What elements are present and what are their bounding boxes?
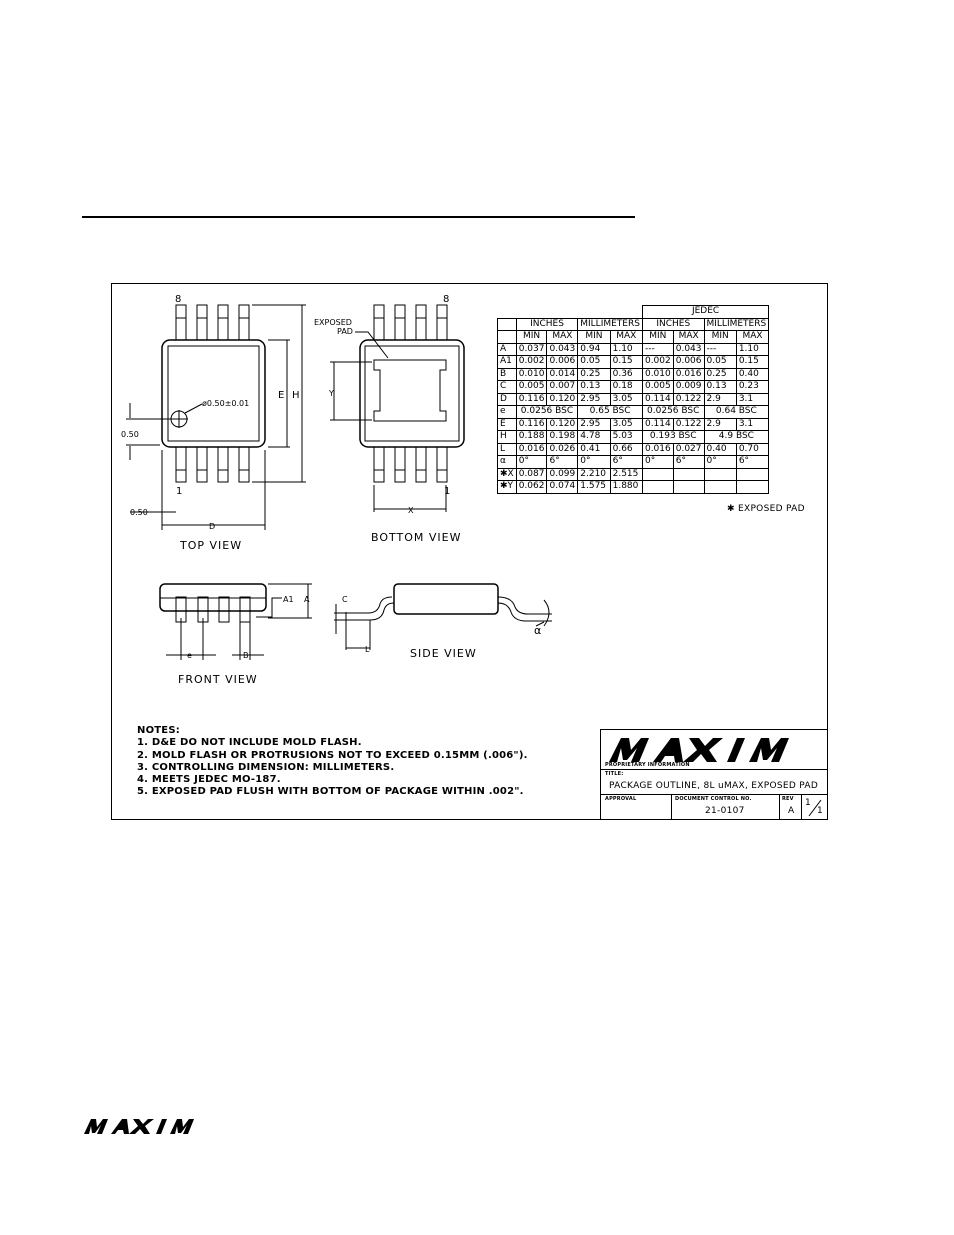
row-symbol: ✱X xyxy=(498,468,517,481)
top-view-dim-e: E xyxy=(278,390,285,401)
bottom-view-pin1: 1 xyxy=(444,486,451,497)
table-cell: 0.05 xyxy=(578,356,610,369)
table-cell xyxy=(704,468,736,481)
table-cell: 0.016 xyxy=(642,443,673,456)
table-cell: 0.002 xyxy=(516,356,547,369)
table-row xyxy=(498,356,769,369)
table-cell: 0° xyxy=(578,456,610,469)
table-cell: 0.087 xyxy=(516,468,547,481)
row-symbol: D xyxy=(498,393,517,406)
table-cell: 0.94 xyxy=(578,343,610,356)
document-title: PACKAGE OUTLINE, 8L uMAX, EXPOSED PAD xyxy=(609,781,819,791)
table-cell: 0.037 xyxy=(516,343,547,356)
table-cell: 0.002 xyxy=(642,356,673,369)
table-cell: 6° xyxy=(736,456,768,469)
table-cell: 0.014 xyxy=(547,368,578,381)
table-cell: 0.043 xyxy=(673,343,704,356)
table-cell: 0.23 xyxy=(736,381,768,394)
table-cell: 0.005 xyxy=(642,381,673,394)
notes-block xyxy=(137,725,528,799)
rev-label: REV xyxy=(782,796,794,802)
table-cell: 0.043 xyxy=(547,343,578,356)
side-view-dim-alpha: α xyxy=(534,624,542,637)
table-cell: 0° xyxy=(642,456,673,469)
top-view-dim-h: H xyxy=(292,390,300,401)
table-cell: 0.062 xyxy=(516,481,547,494)
table-cell: 0.122 xyxy=(673,393,704,406)
front-view-dim-e: e xyxy=(187,651,192,660)
table-cell xyxy=(736,481,768,494)
table-cell: 0.25 xyxy=(704,368,736,381)
table-group-header-row xyxy=(498,318,769,331)
table-cell: 1.10 xyxy=(736,343,768,356)
exposed-pad-label-1: EXPOSED xyxy=(314,318,352,327)
top-view-dim-d: D xyxy=(209,522,216,531)
table-cell: 2.210 xyxy=(578,468,610,481)
table-cell: 3.1 xyxy=(736,418,768,431)
table-cell: 0.25 xyxy=(578,368,610,381)
table-cell: 0.006 xyxy=(673,356,704,369)
table-cell: 4.78 xyxy=(578,431,610,444)
table-cell: 0.198 xyxy=(547,431,578,444)
table-cell: 0.70 xyxy=(736,443,768,456)
table-cell: 0.188 xyxy=(516,431,547,444)
row-symbol: B xyxy=(498,368,517,381)
table-cell: 0° xyxy=(704,456,736,469)
sub-header: MIN xyxy=(704,331,736,344)
table-cell: 4.9 BSC xyxy=(704,431,769,444)
table-cell: 0.120 xyxy=(547,393,578,406)
table-cell: 0.15 xyxy=(736,356,768,369)
title-label: TITLE: xyxy=(605,771,624,777)
table-cell: 0.114 xyxy=(642,393,673,406)
table-cell: 2.95 xyxy=(578,418,610,431)
note-2: 2. MOLD FLASH OR PROTRUSIONS NOT TO EXCEED 0.15MM (.006"). xyxy=(137,749,528,761)
dimension-table xyxy=(497,305,769,494)
top-view-dim-050b: 0.50 xyxy=(130,508,148,517)
table-row xyxy=(498,481,769,494)
table-cell: 3.05 xyxy=(610,418,642,431)
approval-label: APPROVAL xyxy=(605,796,637,802)
sub-header: MAX xyxy=(673,331,704,344)
table-cell: 0.116 xyxy=(516,418,547,431)
table-cell: 0.120 xyxy=(547,418,578,431)
table-cell: 0.193 BSC xyxy=(642,431,704,444)
sheet-number: 1 xyxy=(805,798,812,808)
group-header: MILLIMETERS xyxy=(704,318,769,331)
table-cell: 0.18 xyxy=(610,381,642,394)
table-cell: 3.05 xyxy=(610,393,642,406)
table-cell: 0.15 xyxy=(610,356,642,369)
row-symbol: C xyxy=(498,381,517,394)
top-view-pin8: 8 xyxy=(175,294,182,305)
bottom-view-dim-y: Y xyxy=(329,389,334,398)
front-view-label: FRONT VIEW xyxy=(178,673,258,686)
footer-maxim-logo xyxy=(84,1118,194,1136)
table-cell: 1.10 xyxy=(610,343,642,356)
title-block xyxy=(600,729,828,820)
table-cell: 6° xyxy=(610,456,642,469)
table-jedec-row xyxy=(498,306,769,319)
front-view-dim-a1: A1 xyxy=(283,595,294,604)
sub-header: MAX xyxy=(736,331,768,344)
table-row xyxy=(498,393,769,406)
table-cell: 0.026 xyxy=(547,443,578,456)
group-header: MILLIMETERS xyxy=(578,318,643,331)
table-cell xyxy=(673,468,704,481)
note-3: 3. CONTROLLING DIMENSION: MILLIMETERS. xyxy=(137,761,395,773)
group-header: INCHES xyxy=(516,318,578,331)
table-cell: 0.006 xyxy=(547,356,578,369)
table-cell: 0.66 xyxy=(610,443,642,456)
row-symbol: E xyxy=(498,418,517,431)
table-cell: 0.007 xyxy=(547,381,578,394)
table-cell xyxy=(704,481,736,494)
table-subheader-row xyxy=(498,331,769,344)
table-cell: 0° xyxy=(516,456,547,469)
top-view-dim-050a: 0.50 xyxy=(121,430,139,439)
table-cell: 3.1 xyxy=(736,393,768,406)
table-cell: 0.074 xyxy=(547,481,578,494)
table-cell: 6° xyxy=(673,456,704,469)
row-symbol: H xyxy=(498,431,517,444)
table-cell: 0.010 xyxy=(642,368,673,381)
table-cell: 6° xyxy=(547,456,578,469)
sub-header: MAX xyxy=(547,331,578,344)
table-cell: 0.13 xyxy=(578,381,610,394)
table-cell xyxy=(642,468,673,481)
row-symbol: A1 xyxy=(498,356,517,369)
table-row xyxy=(498,406,769,419)
table-cell: 2.95 xyxy=(578,393,610,406)
table-cell: 0.05 xyxy=(704,356,736,369)
group-header: INCHES xyxy=(642,318,704,331)
table-cell: 0.005 xyxy=(516,381,547,394)
table-row xyxy=(498,443,769,456)
top-view-pin1: 1 xyxy=(176,486,183,497)
table-cell: 0.40 xyxy=(736,368,768,381)
table-cell: 1.575 xyxy=(578,481,610,494)
table-row xyxy=(498,468,769,481)
note-1: 1. D&E DO NOT INCLUDE MOLD FLASH. xyxy=(137,737,362,749)
rev-value: A xyxy=(788,806,795,816)
table-cell xyxy=(736,468,768,481)
table-cell: 0.010 xyxy=(516,368,547,381)
table-cell xyxy=(642,481,673,494)
doc-control-number: 21-0107 xyxy=(705,806,745,816)
side-view-dim-c: C xyxy=(342,595,348,604)
top-view-hole-dim: ø0.50±0.01 xyxy=(202,399,250,408)
table-cell: 0.027 xyxy=(673,443,704,456)
table-cell: 0.016 xyxy=(673,368,704,381)
proprietary-label: PROPRIETARY INFORMATION xyxy=(605,762,690,768)
sub-header: MAX xyxy=(610,331,642,344)
table-cell: 0.0256 BSC xyxy=(516,406,578,419)
table-cell: 0.116 xyxy=(516,393,547,406)
table-cell: 0.40 xyxy=(704,443,736,456)
table-cell: 0.009 xyxy=(673,381,704,394)
table-cell: --- xyxy=(704,343,736,356)
table-row xyxy=(498,381,769,394)
doc-control-label: DOCUMENT CONTROL NO. xyxy=(675,796,752,802)
table-cell: 2.515 xyxy=(610,468,642,481)
row-symbol: α xyxy=(498,456,517,469)
row-symbol: L xyxy=(498,443,517,456)
maxim-logo xyxy=(609,736,809,762)
table-cell: --- xyxy=(642,343,673,356)
table-cell: 2.9 xyxy=(704,393,736,406)
exposed-pad-label-2: PAD xyxy=(337,327,353,336)
table-row xyxy=(498,368,769,381)
note-5: 5. EXPOSED PAD FLUSH WITH BOTTOM OF PACKAGE WITHIN .002". xyxy=(137,786,524,798)
table-cell: 2.9 xyxy=(704,418,736,431)
bottom-view-label: BOTTOM VIEW xyxy=(371,531,462,544)
table-cell: 0.64 BSC xyxy=(704,406,769,419)
row-symbol: ✱Y xyxy=(498,481,517,494)
table-cell: 0.0256 BSC xyxy=(642,406,704,419)
top-view-label: TOP VIEW xyxy=(180,539,243,552)
side-view-label: SIDE VIEW xyxy=(410,647,477,660)
sheet-total: 1 xyxy=(817,806,824,816)
table-cell: 0.13 xyxy=(704,381,736,394)
sub-header: MIN xyxy=(516,331,547,344)
table-cell: 0.122 xyxy=(673,418,704,431)
table-cell: 0.36 xyxy=(610,368,642,381)
table-row xyxy=(498,418,769,431)
table-row xyxy=(498,343,769,356)
note-4: 4. MEETS JEDEC MO-187. xyxy=(137,774,281,786)
table-cell xyxy=(673,481,704,494)
table-cell: 0.016 xyxy=(516,443,547,456)
bottom-view-pin8: 8 xyxy=(443,294,450,305)
front-view-dim-b: B xyxy=(243,651,249,660)
notes-heading: NOTES: xyxy=(137,725,180,736)
table-row xyxy=(498,456,769,469)
table-cell: 1.880 xyxy=(610,481,642,494)
jedec-header: JEDEC xyxy=(642,306,768,319)
bottom-view-dim-x: X xyxy=(408,506,414,515)
sub-header: MIN xyxy=(642,331,673,344)
sub-header: MIN xyxy=(578,331,610,344)
row-symbol: e xyxy=(498,406,517,419)
front-view-dim-a: A xyxy=(304,595,310,604)
table-row xyxy=(498,431,769,444)
table-cell: 0.114 xyxy=(642,418,673,431)
table-cell: 0.65 BSC xyxy=(578,406,643,419)
table-cell: 0.41 xyxy=(578,443,610,456)
exposed-pad-footnote: ✱ EXPOSED PAD xyxy=(727,504,805,514)
table-cell: 5.03 xyxy=(610,431,642,444)
table-cell: 0.099 xyxy=(547,468,578,481)
row-symbol: A xyxy=(498,343,517,356)
side-view-dim-l: L xyxy=(365,645,370,654)
